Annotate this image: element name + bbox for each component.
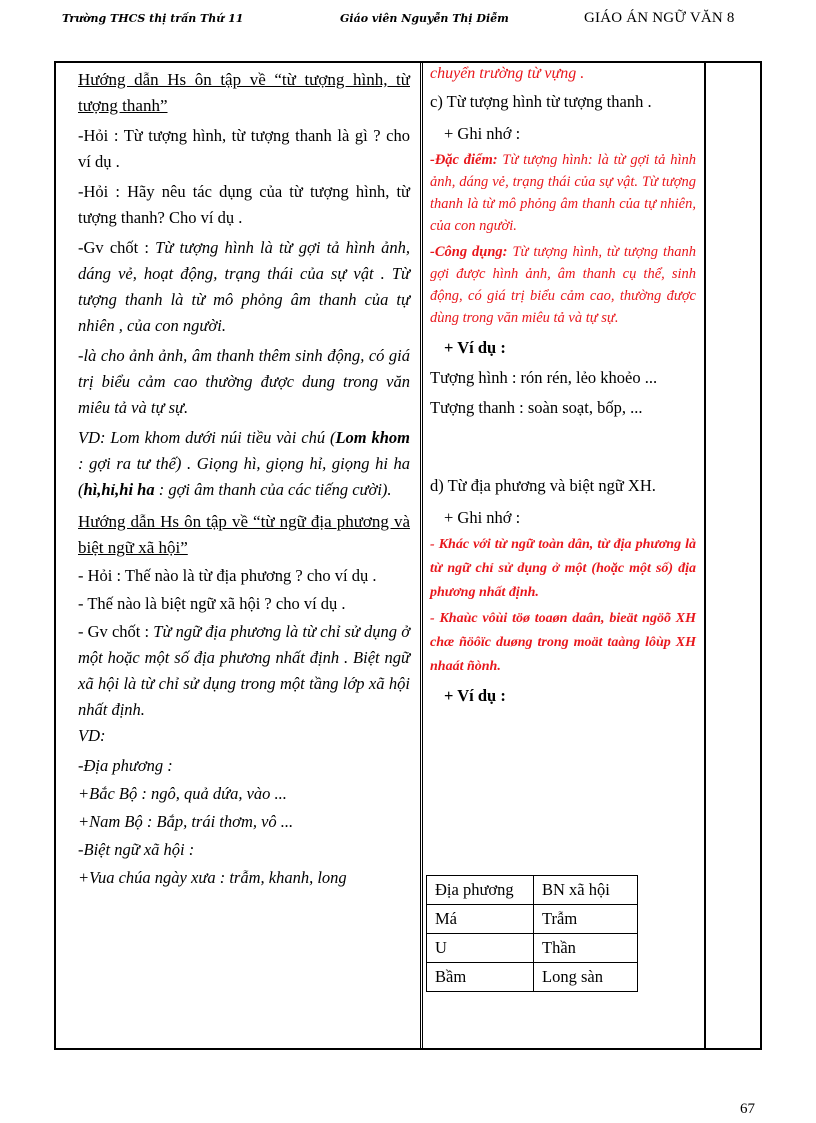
teacher-conclusion-1 bbox=[78, 235, 410, 339]
column-divider-2 bbox=[704, 63, 706, 1048]
conclusion-text-2: Từ ngữ địa phương là từ chỉ sử dụng ở một hoặc một số địa phương nhất định . Biệt ngữ xã hội là từ chỉ sử dụng trong một tầng lớp xã hội nhất định. bbox=[78, 622, 410, 719]
header-school: Trường THCS thị trấn Thứ 11 bbox=[62, 12, 244, 25]
activities-column bbox=[78, 67, 410, 891]
table-header-dialect: Địa phương bbox=[427, 876, 534, 905]
social-jargon-label: -Biệt ngữ xã hội : bbox=[78, 840, 195, 859]
table-cell: Thần bbox=[534, 934, 638, 963]
example-1-a: VD: Lom khom dưới núi tiều vài chú ( bbox=[78, 428, 336, 447]
table-cell: U bbox=[427, 934, 534, 963]
example-label-2: + Ví dụ : bbox=[444, 686, 506, 705]
table-cell: Trẫm bbox=[534, 905, 638, 934]
example-label-1: + Ví dụ : bbox=[444, 338, 506, 357]
table-row bbox=[427, 963, 638, 992]
table-cell: Má bbox=[427, 905, 534, 934]
conclusion-text: Từ tượng hình là từ gợi tả hình ảnh, dáng vẻ, hoạt động, trạng thái của sự vật . Từ tượng thanh là từ mô phỏng âm thanh của tự nhiên , của con người. bbox=[78, 238, 410, 335]
example-1-c: : gợi ra tư thế) . Giọng hì, giọng hỉ, giọng hi ha ( bbox=[78, 454, 410, 499]
example-1-e: : gợi âm thanh của các tiếng cười). bbox=[154, 480, 392, 499]
pictograph-example: Tượng hình : rón rén, lẻo khoẻo ... bbox=[430, 368, 658, 387]
lesson-table bbox=[54, 61, 762, 1050]
teacher-conclusion-3 bbox=[78, 619, 410, 723]
example-1-d: hì,hỉ,hi ha bbox=[83, 480, 155, 499]
onomatopoeia-example: Tượng thanh : soàn soạt, bốp, ... bbox=[430, 398, 643, 417]
conclusion-label: -Gv chốt : bbox=[78, 238, 156, 257]
example-2-label: VD: bbox=[78, 726, 106, 745]
south-example: +Nam Bộ : Bắp, trái thơm, vô ... bbox=[78, 812, 294, 831]
question-4: - Thế nào là biệt ngữ xã hội ? cho ví dụ . bbox=[78, 594, 346, 613]
characteristics-text: Từ tượng hình: là từ gợi tả hình ảnh, dáng vẻ, trạng thái của sự vật. Từ tượng thanh là từ mô phỏng âm thanh của tự nhiên, của con người. bbox=[430, 152, 697, 234]
continued-text: chuyển trường từ vựng . bbox=[430, 65, 585, 82]
usage bbox=[430, 241, 696, 329]
usage-label: -Công dụng: bbox=[430, 244, 508, 260]
characteristics-label: -Đặc điểm: bbox=[430, 152, 498, 168]
conclusion-label-2: - Gv chốt : bbox=[78, 622, 154, 641]
table-row bbox=[427, 934, 638, 963]
section-heading-1: Hướng dẫn Hs ôn tập về “từ tượng hình, từ tượng thanh” bbox=[78, 70, 410, 115]
memo-label-2: + Ghi nhớ : bbox=[444, 508, 521, 527]
section-c-heading: c) Từ tượng hình từ tượng thanh . bbox=[430, 92, 652, 111]
dialect-table bbox=[426, 875, 638, 992]
north-example: +Bắc Bộ : ngô, quả dứa, vào ... bbox=[78, 784, 287, 803]
table-cell: Bầm bbox=[427, 963, 534, 992]
characteristics bbox=[430, 149, 696, 237]
table-row bbox=[427, 905, 638, 934]
header-title: GIÁO ÁN NGỮ VĂN 8 bbox=[584, 10, 735, 26]
king-example: +Vua chúa ngày xưa : trẫm, khanh, long bbox=[78, 868, 347, 887]
example-1 bbox=[78, 425, 410, 503]
local-dialect-label: -Địa phương : bbox=[78, 756, 173, 775]
dialect-memo: - Khác với từ ngữ toàn dân, từ địa phương là từ ngữ chỉ sử dụng ở một (hoặc một số) địa phương nhất định. bbox=[430, 537, 696, 600]
page-number: 67 bbox=[740, 1101, 755, 1117]
table-row bbox=[427, 876, 638, 905]
section-heading-2: Hướng dẫn Hs ôn tập về “từ ngữ địa phương và biệt ngữ xã hội” bbox=[78, 512, 410, 557]
question-3: - Hỏi : Thế nào là từ địa phương ? cho ví dụ . bbox=[78, 566, 377, 585]
table-cell: Long sàn bbox=[534, 963, 638, 992]
question-2: -Hỏi : Hãy nêu tác dụng của từ tượng hình, từ tượng thanh? Cho ví dụ . bbox=[78, 182, 410, 227]
column-divider-1 bbox=[420, 63, 423, 1048]
content-column bbox=[430, 63, 696, 709]
question-1: -Hỏi : Từ tượng hình, từ tượng thanh là gì ? cho ví dụ . bbox=[78, 126, 410, 171]
header-teacher: Giáo viên Nguyễn Thị Diễm bbox=[340, 12, 509, 25]
section-d-heading: d) Từ địa phương và biệt ngữ XH. bbox=[430, 476, 656, 495]
jargon-memo: - Khaùc vôùi töø toaøn daân, bieät ngöõ XH chæ ñöôïc duøng trong moät taàng lôùp XH nhaát ñònh. bbox=[430, 611, 696, 674]
memo-label-1: + Ghi nhớ : bbox=[444, 124, 521, 143]
example-1-b: Lom khom bbox=[335, 428, 410, 447]
usage-text: Từ tượng hình, từ tượng thanh gợi được hình ảnh, âm thanh cụ thể, sinh động, có giá trị biểu cảm cao, thường được dùng trong văn miêu tả và tự sự. bbox=[430, 244, 696, 326]
teacher-conclusion-2: -là cho ảnh ảnh, âm thanh thêm sinh động, có giá trị biểu cảm cao thường được dung trong văn miêu tả và tự sự. bbox=[78, 346, 410, 417]
table-header-jargon: BN xã hội bbox=[534, 876, 638, 905]
